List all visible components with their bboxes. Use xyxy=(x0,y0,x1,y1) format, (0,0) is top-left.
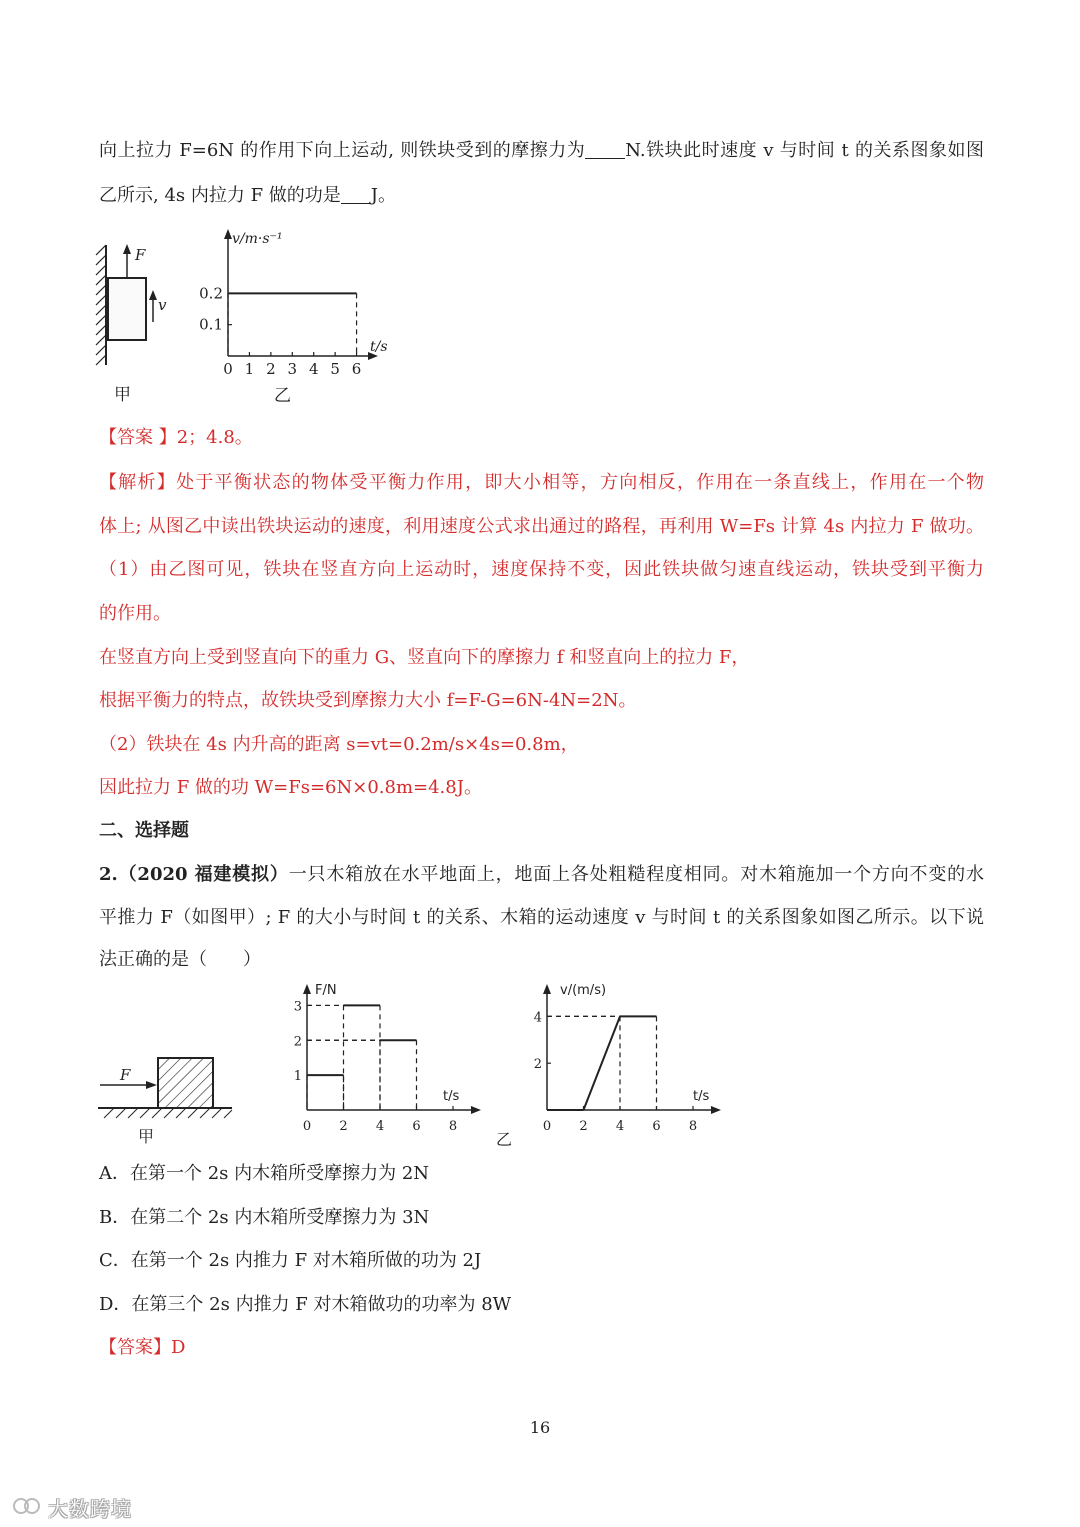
analysis-line-4: 的作用。 xyxy=(99,603,171,624)
problem1-line2-part2: J。 xyxy=(370,185,397,206)
section-title: 二、选择题 xyxy=(99,820,189,841)
push-force-arrowhead xyxy=(146,1081,157,1089)
analysis-tag: 【解析】 xyxy=(99,472,177,493)
wooden-box xyxy=(158,1058,213,1108)
chart3-ylabel: v/(m/s) xyxy=(560,983,607,998)
problem1-answer xyxy=(99,425,984,451)
problem2-vt-chart xyxy=(496,980,730,1149)
answer-tag-2: 【答案】 xyxy=(99,1337,171,1358)
x-tick-label: 5 xyxy=(330,360,340,378)
x-tick-label: 2 xyxy=(579,1119,588,1134)
chart2-ylabel: F/N xyxy=(315,983,337,998)
y-tick-label: 3 xyxy=(293,999,302,1015)
x-tick-label: 2 xyxy=(266,360,276,378)
problem2-ft-chart xyxy=(290,980,490,1140)
chart3-x-arrowhead xyxy=(711,1106,721,1114)
analysis-line-2: 体上; 从图乙中读出铁块运动的速度，利用速度公式求出通过的路程，再利用 W=Fs 计算 4s 内拉力 F 做功。 xyxy=(99,516,984,537)
x-tick-label: 1 xyxy=(244,360,255,378)
chart1-ylabel: v/m·s⁻¹ xyxy=(232,231,283,247)
analysis-text-1: 处于平衡状态的物体受平衡力作用，即大小相等，方向相反，作用在一条直线上，作用在一个物 xyxy=(176,472,985,493)
chart3-y-arrowhead xyxy=(543,984,551,994)
watermark-logo-icon xyxy=(12,1494,44,1518)
option-a: A．在第一个 2s 内木箱所受摩擦力为 2N xyxy=(99,1163,430,1184)
option-c: C．在第一个 2s 内推力 F 对木箱所做的功为 2J xyxy=(99,1250,482,1271)
problem2-answer xyxy=(99,1335,984,1361)
y-tick-label: 1 xyxy=(293,1069,302,1085)
chart1-y-arrowhead xyxy=(224,229,232,239)
series-segment xyxy=(584,1016,621,1110)
chart3-xlabel: t/s xyxy=(693,1089,710,1104)
x-tick-label: 6 xyxy=(412,1119,421,1134)
watermark xyxy=(12,1492,152,1520)
page-number: 16 xyxy=(529,1418,551,1437)
analysis-line-1 xyxy=(99,470,984,496)
option-b: B．在第二个 2s 内木箱所受摩擦力为 3N xyxy=(99,1207,430,1228)
problem1-line1-part1: 向上拉力 F=6N 的作用下向上运动, 则铁块受到的摩擦力为 xyxy=(99,140,586,161)
answer-blank-friction xyxy=(585,140,625,159)
y-tick-label: 2 xyxy=(293,1034,302,1050)
velocity-label: v xyxy=(158,296,167,314)
answer-value-2: D xyxy=(171,1337,186,1358)
analysis-line-3: （1）由乙图可见，铁块在竖直方向上运动时，速度保持不变，因此铁块做匀速直线运动，铁块受到平衡力 xyxy=(99,559,984,580)
iron-block xyxy=(108,278,146,340)
x-tick-label: 8 xyxy=(448,1119,458,1134)
x-tick-label: 6 xyxy=(652,1119,661,1134)
x-tick-label: 2 xyxy=(339,1119,348,1134)
problem2-source: （2020 福建模拟） xyxy=(117,864,289,885)
answer-blank-work xyxy=(341,185,371,204)
analysis-line-6: 根据平衡力的特点，故铁块受到摩擦力大小 f=F-G=6N-4N=2N。 xyxy=(99,690,637,711)
chart2-x-arrowhead xyxy=(471,1106,481,1114)
x-tick-label: 0 xyxy=(302,1119,312,1134)
x-tick-label: 0 xyxy=(223,360,233,378)
x-tick-label: 4 xyxy=(615,1119,625,1134)
force-arrowhead xyxy=(123,244,131,254)
figure-yi-caption-2: 乙 xyxy=(496,1130,513,1149)
x-tick-label: 4 xyxy=(308,360,319,378)
y-tick-label: 2 xyxy=(533,1057,542,1073)
velocity-arrowhead xyxy=(149,290,157,300)
figure-jia-caption: 甲 xyxy=(114,385,131,405)
figure-jia-caption-2: 甲 xyxy=(138,1127,155,1146)
problem1-line2 xyxy=(99,183,984,209)
watermark-text: 大数跨境 xyxy=(48,1497,132,1521)
y-tick-label: 4 xyxy=(533,1010,542,1026)
problem1-figure-jia xyxy=(90,240,190,410)
x-tick-label: 6 xyxy=(351,360,362,378)
answer-tag: 【答案 】 xyxy=(99,427,177,448)
analysis-line-7: （2）铁块在 4s 内升高的距离 s=vt=0.2m/s×4s=0.8m， xyxy=(99,734,579,755)
problem1-line1 xyxy=(99,138,984,164)
x-tick-label: 3 xyxy=(287,360,298,378)
option-d: D．在第三个 2s 内推力 F 对木箱做功的功率为 8W xyxy=(99,1294,512,1315)
x-tick-label: 0 xyxy=(542,1119,552,1134)
x-tick-label: 4 xyxy=(375,1119,385,1134)
figure-yi-caption: 乙 xyxy=(274,386,291,406)
problem2-number: 2. xyxy=(99,864,118,885)
x-tick-label: 8 xyxy=(688,1119,698,1134)
wall-hatching xyxy=(96,245,106,365)
problem2-stem-line3: 法正确的是（ ） xyxy=(99,949,261,970)
push-force-label: F xyxy=(120,1066,131,1084)
problem2-stem-text-1: 一只木箱放在水平地面上，地面上各处粗糙程度相同。对木箱施加一个方向不变的水 xyxy=(288,864,984,885)
chart1-xlabel: t/s xyxy=(370,339,388,355)
problem2-figure-jia xyxy=(98,1050,238,1150)
problem2-stem-line2: 平推力 F（如图甲）; F 的大小与时间 t 的关系、木箱的运动速度 v 与时间 t 的关系图象如图乙所示。以下说 xyxy=(99,907,984,928)
ground-hatching xyxy=(104,1108,232,1118)
problem1-line2-part1: 乙所示, 4s 内拉力 F 做的功是 xyxy=(99,185,341,206)
answer-value: 2；4.8。 xyxy=(176,427,253,448)
problem1-line1-part2: N.铁块此时速度 v 与时间 t 的关系图象如图 xyxy=(625,140,984,161)
y-tick-label: 0.2 xyxy=(199,284,223,303)
chart2-xlabel: t/s xyxy=(443,1089,460,1104)
problem1-vt-chart xyxy=(190,225,420,410)
chart2-y-arrowhead xyxy=(303,984,311,994)
force-label: F xyxy=(135,246,146,264)
problem2-stem-line1 xyxy=(99,862,984,888)
analysis-line-5: 在竖直方向上受到竖直向下的重力 G、竖直向下的摩擦力 f 和竖直向上的拉力 F， xyxy=(99,647,750,668)
y-tick-label: 0.1 xyxy=(199,315,223,334)
analysis-line-8: 因此拉力 F 做的功 W=Fs=6N×0.8m=4.8J。 xyxy=(99,777,482,798)
